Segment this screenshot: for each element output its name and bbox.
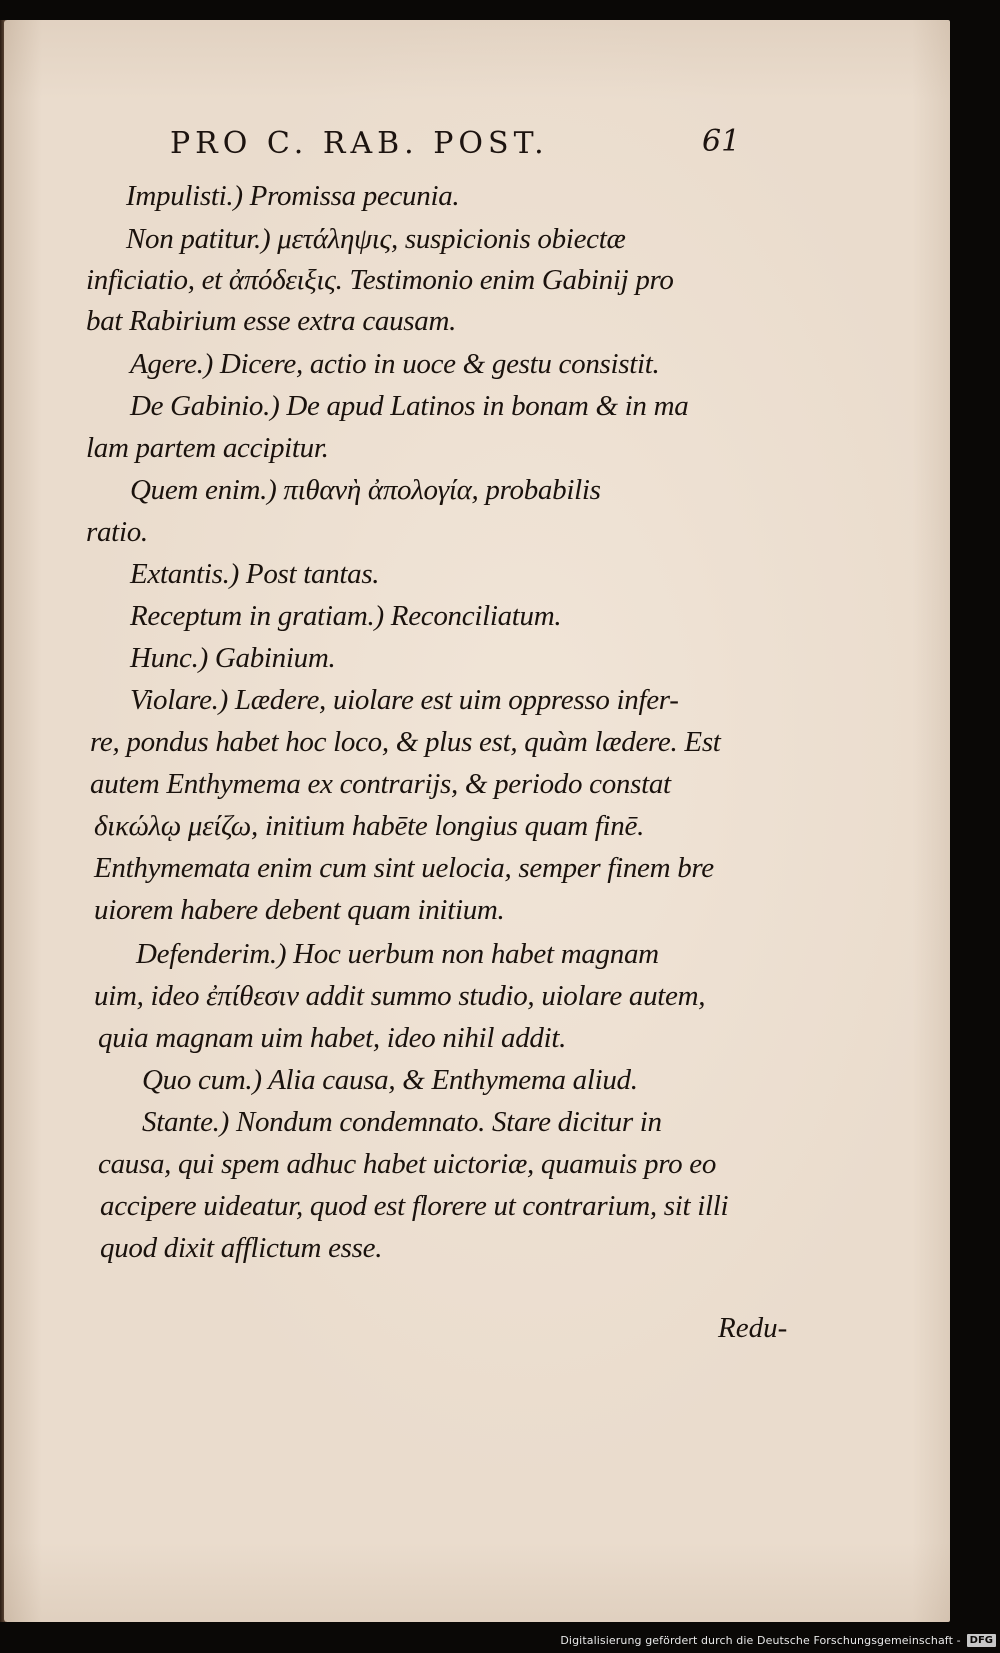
text-line: accipere uideatur, quod est florere ut contrarium, sit illi: [100, 1190, 729, 1222]
page-number: 61: [702, 124, 741, 159]
text-line: Enthymemata enim cum sint uelocia, semper finem bre: [94, 852, 714, 884]
digitization-credit: [560, 1630, 996, 1650]
running-head: PRO C. RAB. POST.: [170, 126, 549, 161]
text-line: Extantis.) Post tantas.: [130, 558, 380, 590]
text-line: Receptum in gratiam.) Reconciliatum.: [130, 600, 562, 632]
text-line: Violare.) Lædere, uiolare est uim oppresso infer-: [130, 684, 679, 716]
text-line: Non patitur.) μετάληψις, suspicionis obiectæ: [126, 223, 626, 255]
text-line: Quem enim.) πιθανὴ ἀπολογία, probabilis: [130, 474, 601, 506]
credit-text: Digitalisierung gefördert durch die Deutsche Forschungsgemeinschaft -: [560, 1633, 961, 1647]
page-header: [4, 126, 950, 166]
dfg-logo: DFG: [967, 1634, 996, 1647]
text-line: quod dixit afflictum esse.: [100, 1232, 383, 1264]
text-line: autem Enthymema ex contrarijs, & periodo constat: [90, 768, 671, 800]
text-line: lam partem accipitur.: [86, 432, 329, 464]
text-line: Quo cum.) Alia causa, & Enthymema aliud.: [142, 1064, 638, 1096]
text-line: uiorem habere debent quam initium.: [94, 894, 505, 926]
text-line: Stante.) Nondum condemnato. Stare dicitur in: [142, 1106, 662, 1138]
text-line: re, pondus habet hoc loco, & plus est, quàm lædere. Est: [90, 726, 721, 758]
text-line: De Gabinio.) De apud Latinos in bonam & in ma: [130, 390, 689, 422]
text-line: inficiatio, et ἀπόδειξις. Testimonio enim Gabinij pro: [86, 264, 674, 296]
text-line: Agere.) Dicere, actio in uoce & gestu consistit.: [130, 348, 660, 380]
text-line: bat Rabirium esse extra causam.: [86, 305, 457, 337]
text-line: uim, ideo ἐπίθεσιν addit summo studio, uiolare autem,: [94, 980, 706, 1012]
text-line: quia magnam uim habet, ideo nihil addit.: [98, 1022, 567, 1054]
text-line: Hunc.) Gabinium.: [130, 642, 336, 674]
text-line: Defenderim.) Hoc uerbum non habet magnam: [136, 938, 659, 970]
text-line: causa, qui spem adhuc habet uictoriæ, quamuis pro eo: [98, 1148, 717, 1180]
text-line: ratio.: [86, 516, 148, 548]
catchword: Redu-: [718, 1312, 788, 1344]
text-line: δικώλῳ μείζω, initium habēte longius quam finē.: [94, 810, 645, 842]
text-line: Impulisti.) Promissa pecunia.: [126, 180, 460, 212]
book-page: [4, 20, 950, 1622]
